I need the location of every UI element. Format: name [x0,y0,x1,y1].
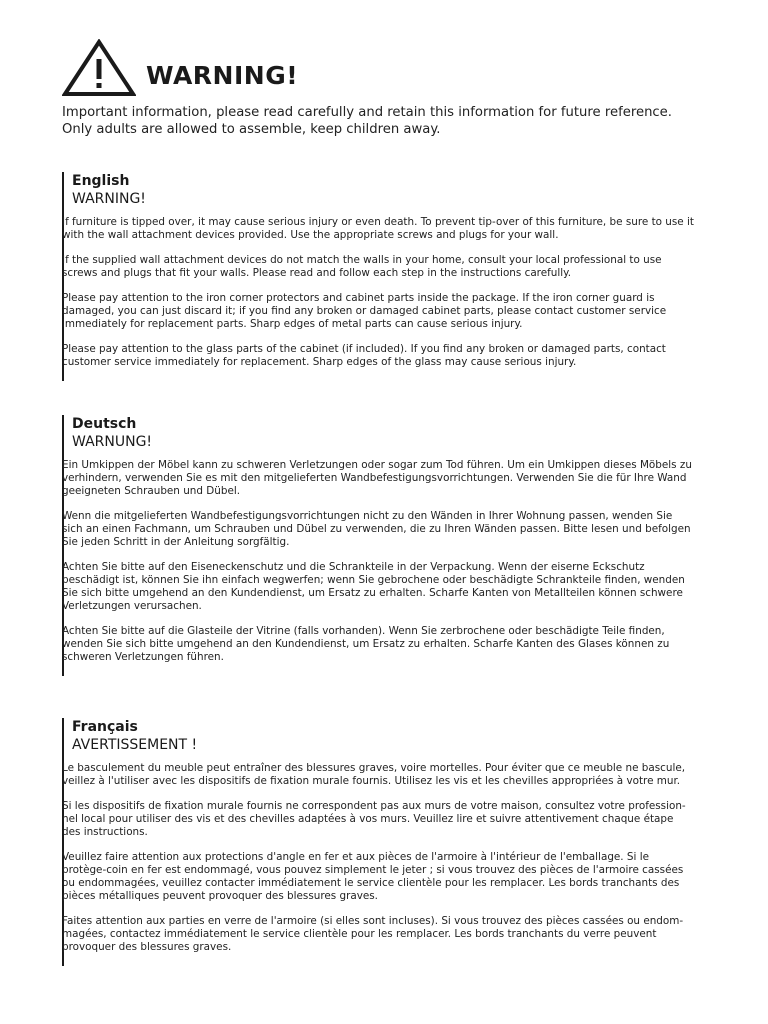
section-language: Deutsch [72,416,137,432]
warning-header [62,38,722,138]
section-title: AVERTISSEMENT ! [72,737,198,753]
section-francais [62,718,712,966]
intro-line: Important information, please read carefully and retain this information for future reference. [62,105,672,120]
section-body [62,459,694,664]
paragraph: If furniture is tipped over, it may cause serious injury or even death. To prevent tip-over of this furniture, be sure to use it with the wall attachment devices provided. Use the appropriate screws and plugs for your wall. [62,216,694,241]
paragraph: Achten Sie bitte auf die Glasteile der Vitrine (falls vorhanden). Wenn Sie zerbrochene oder beschädigte Teile finden, wenden Sie sich bitte umgehend an den Kundendienst, um Ersatz zu erhalten. Scharfe Kanten des Glases können zu schweren Verletzungen führen. [62,625,670,663]
paragraph: Ein Umkippen der Möbel kann zu schweren Verletzungen oder sogar zum Tod führen. Um ein Umkippen dieses Möbels zu verhindern, verwenden Sie es mit den mitgelieferten Wandbefestigungsvorrichtungen. Verwenden Sie die für Ihre Wand geeigneten Schrauben und Dübel. [62,459,692,497]
section-body [62,216,694,369]
section-body [62,762,694,954]
section-title: WARNUNG! [72,434,153,450]
section-title: WARNING! [72,191,146,207]
section-deutsch [62,415,712,676]
paragraph: Please pay attention to the glass parts of the cabinet (if included). If you find any broken or damaged parts, contact customer service immediately for replacement. Sharp edges of the glass may cause serious injury. [62,343,666,368]
section-english [62,172,712,381]
intro-line: Only adults are allowed to assemble, keep children away. [62,122,441,137]
warning-triangle-icon [62,39,136,97]
section-language: Français [72,719,138,735]
paragraph: Veuillez faire attention aux protections d'angle en fer et aux pièces de l'armoire à l'intérieur de l'emballage. Si le protège-coin en fer est endommagé, vous pouvez simplement le jeter ; si vous trouvez des pièces de l'armoire cassées ou endommagées, veuillez contacter immédiatement le service clientèle pour les remplacer. Les bords tranchants des pièces métalliques peuvent provoquer des blessures graves. [62,851,684,902]
paragraph: Wenn die mitgelieferten Wandbefestigungsvorrichtungen nicht zu den Wänden in Ihrer Wohnung passen, wenden Sie sich an einen Fachmann, um Schrauben und Dübel zu verwenden, die zu Ihren Wänden passen. Bitte lesen und befolgen Sie jeden Schritt in der Anleitung sorgfältig. [62,510,691,548]
paragraph: Achten Sie bitte auf den Eiseneckenschutz und die Schrankteile in der Verpackung. Wenn der eiserne Eckschutz beschädigt ist, können Sie ihn einfach wegwerfen; wenn Sie gebrochene oder beschädigte Schrankteile finden, wenden Sie sich bitte umgehend an den Kundendienst, um Ersatz zu erhalten. Scharfe Kanten von Metallteilen können schwere Verletzungen verursachen. [62,561,685,612]
intro-text [62,104,722,138]
paragraph: If the supplied wall attachment devices do not match the walls in your home, consult your local professional to use screws and plugs that fit your walls. Please read and follow each step in the instructions carefully. [62,254,662,279]
section-language: English [72,173,130,189]
page-title: WARNING! [146,60,299,90]
paragraph: Faites attention aux parties en verre de l'armoire (si elles sont incluses). Si vous trouvez des pièces cassées ou endom-magées, contactez immédiatement le service clientèle pour les remplacer. Les bords tranchants du verre peuvent provoquer des blessures graves. [62,915,684,953]
paragraph: Le basculement du meuble peut entraîner des blessures graves, voire mortelles. Pour éviter que ce meuble ne bascule, veillez à l'utiliser avec les dispositifs de fixation murale fournis. Utilisez les vis et les chevilles appropriées à votre mur. [62,762,686,787]
paragraph: Si les dispositifs de fixation murale fournis ne correspondent pas aux murs de votre maison, consultez votre profession-nel local pour utiliser des vis et des chevilles adaptées à vos murs. Veuillez lire et suivre attentivement chaque étape des instructions. [62,800,686,838]
title-row [62,38,722,98]
paragraph: Please pay attention to the iron corner protectors and cabinet parts inside the package. If the iron corner guard is damaged, you can just discard it; if you find any broken or damaged cabinet parts, please contact customer service immediately for replacement parts. Sharp edges of metal parts can cause serious injury. [62,292,667,330]
